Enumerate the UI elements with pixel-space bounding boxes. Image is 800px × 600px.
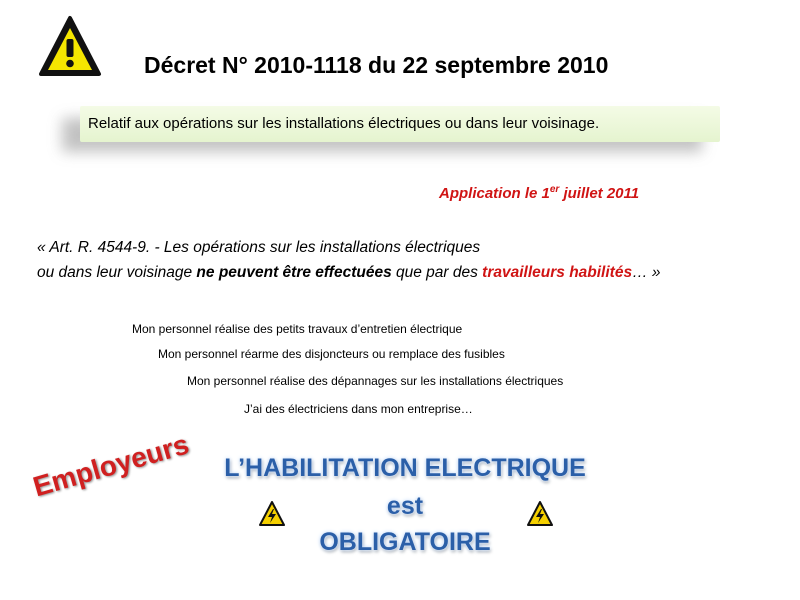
- article-text-c: … »: [632, 264, 661, 281]
- habilitation-line-3: OBLIGATOIRE: [319, 528, 491, 556]
- article-line-1: « Art. R. 4544-9. - Les opérations sur les installations électriques: [37, 239, 481, 256]
- application-date: [439, 184, 639, 202]
- list-item: J’ai des électriciens dans mon entreprise…: [244, 402, 473, 416]
- list-item: Mon personnel réarme des disjoncteurs ou remplace des fusibles: [158, 347, 505, 361]
- relatif-banner: Relatif aux opérations sur les installations électriques ou dans leur voisinage.: [80, 106, 720, 142]
- electric-hazard-icon: [258, 500, 286, 528]
- application-sup: er: [549, 184, 560, 195]
- habilitation-line-1: L’HABILITATION ELECTRIQUE: [224, 454, 586, 482]
- list-item: Mon personnel réalise des petits travaux d’entretien électrique: [132, 322, 463, 336]
- warning-exclamation-icon: [37, 14, 103, 80]
- application-suffix: juillet 2011: [559, 185, 640, 202]
- decree-title: Décret N° 2010-1118 du 22 septembre 2010: [144, 52, 609, 78]
- article-text-a: ou dans leur voisinage: [37, 264, 197, 281]
- employeurs-label: Employeurs: [29, 428, 193, 503]
- article-line-2: [37, 264, 661, 282]
- application-prefix: Application le 1: [439, 185, 550, 202]
- habilitation-line-2: est: [386, 492, 424, 520]
- article-text-b: que par des: [391, 264, 483, 281]
- list-item: Mon personnel réalise des dépannages sur les installations électriques: [187, 374, 564, 388]
- electric-hazard-icon: [526, 500, 554, 528]
- article-bold-text: ne peuvent être effectuées: [196, 264, 392, 281]
- article-red-text: travailleurs habilités: [482, 264, 633, 281]
